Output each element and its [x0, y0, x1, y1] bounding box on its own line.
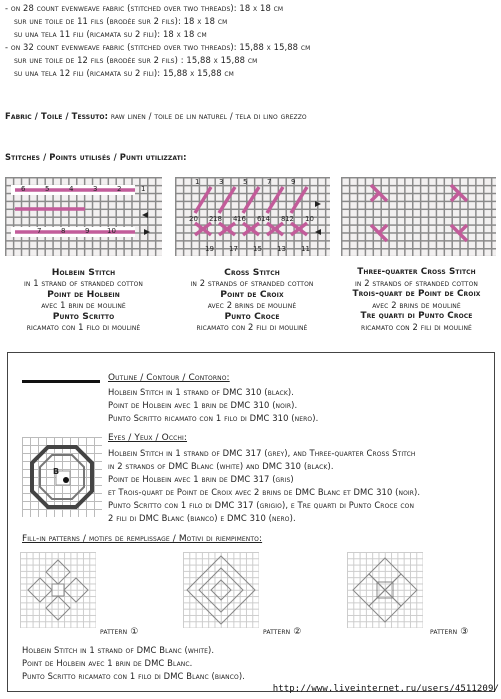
cross-title: Cross Stitch	[224, 267, 280, 278]
threequarter-caption	[334, 267, 499, 333]
holbein-number: 4	[69, 185, 74, 193]
fabric-line	[5, 111, 307, 121]
holbein-title: Holbein Stitch	[51, 267, 116, 278]
holbein-strands: in 1 strand of stranded cotton	[23, 278, 144, 288]
threequarter-title-it: Tre quarti di Punto Croce	[360, 311, 473, 321]
holbein-number: 2	[117, 185, 122, 193]
fill-pattern-3	[347, 552, 423, 628]
holbein-number: 1	[141, 185, 146, 193]
holbein-number: 10	[107, 227, 117, 235]
cross-number: 19	[205, 245, 215, 253]
cross-number: 17	[229, 245, 239, 253]
cross-number: 8	[281, 215, 286, 223]
fill-line: Punto Scritto ricamato con 1 filo di DMC Blanc (bianco).	[22, 671, 246, 681]
cross-title-fr: Point de Croix	[220, 289, 284, 300]
fabric-count-line-3: su una tela 11 fili (ricamata su 2 fili): 18 x 18 cm	[14, 29, 207, 39]
holbein-title-it: Punto Scritto	[52, 311, 115, 322]
eyes-line: in 2 strands of DMC Blanc (white) and DMC 310 (black).	[108, 461, 334, 471]
cross-number: 12	[285, 215, 295, 223]
outline-line: Point de Holbein avec 1 brin de DMC 310 (noir).	[108, 400, 298, 410]
fabric-count-line-5: sur une toile de 12 fils (brodée sur 2 fils) : 15,88 x 15,88 cm	[14, 55, 258, 65]
cross-number: 4	[233, 215, 238, 223]
cross-number: 1	[195, 178, 200, 186]
fill-line: Point de Holbein avec 1 brin de DMC Blanc.	[22, 658, 193, 668]
pattern-label-3: pattern ③	[430, 627, 469, 637]
stitches-heading: Stitches / Points utilisés / Punti utilizzati:	[5, 152, 187, 162]
fill-pattern-1-svg	[20, 552, 96, 628]
eyes-line: Punto Scritto con 1 filo di DMC 317 (grigio), e Tre quarti di Punto Croce con	[108, 500, 415, 510]
holbein-title-fr: Point de Holbein	[47, 289, 120, 300]
fabric-count-line-6: su una tela 12 fili (ricamata su 2 fili): 15,88 x 15,88 cm	[14, 68, 234, 78]
eyes-line: Point de Holbein avec 1 brin de DMC 317 (gris)	[108, 474, 294, 484]
threequarter-title-fr: Trois-quart de Point de Croix	[352, 289, 481, 299]
fabric-label: Fabric / Toile / Tessuto:	[5, 111, 109, 121]
cross-number: 11	[301, 245, 311, 253]
threequarter-title: Three-quarter Cross Stitch	[357, 267, 476, 277]
outline-line: Holbein Stitch in 1 strand of DMC 310 (black).	[108, 387, 294, 397]
holbein-strands-it: ricamato con 1 filo di mouliné	[26, 322, 141, 332]
holbein-number: 3	[93, 185, 98, 193]
eyes-line: 2 fili di DMC Blanc (bianco) e DMC 310 (nero).	[108, 513, 296, 523]
holbein-stitch-diagram	[5, 177, 162, 256]
cross-number: 20	[189, 215, 199, 223]
cross-strands-it: ricamato con 2 fili di mouliné	[196, 322, 308, 332]
cross-strands: in 2 strands of stranded cotton	[190, 278, 314, 288]
eyes-octagon-svg	[22, 437, 102, 517]
cross-number: 5	[243, 178, 248, 186]
holbein-number: 5	[45, 185, 50, 193]
outline-line-symbol	[22, 380, 100, 383]
pattern-label-2: pattern ②	[263, 627, 302, 637]
threequarter-strands-fr: avec 2 brins de mouliné	[372, 300, 461, 310]
holbein-number: 8	[61, 227, 66, 235]
fabric-count-line-1: - on 28 count evenweave fabric (stitched over two threads): 18 x 18 cm	[5, 3, 284, 13]
holbein-number: 7	[37, 227, 42, 235]
fabric-count-line-2: sur une toile de 11 fils (brodée sur 2 fils): 18 x 18 cm	[14, 16, 228, 26]
fabric-count-line-4: - on 32 count evenweave fabric (stitched over two threads): 15,88 x 15,88 cm	[5, 42, 311, 52]
cross-strands-fr: avec 2 brins de mouliné	[207, 300, 297, 310]
watermark-url: http://www.liveinternet.ru/users/4511209/	[272, 684, 499, 694]
fill-pattern-2-svg	[183, 552, 259, 628]
threequarter-stitch-diagram	[341, 177, 496, 256]
cross-number: 9	[291, 178, 296, 186]
eyes-heading: Eyes / Yeux / Occhi:	[108, 433, 188, 443]
fill-pattern-1	[20, 552, 96, 628]
holbein-strands-fr: avec 1 brin de mouliné	[41, 300, 126, 310]
eyes-line: Holbein Stitch in 1 strand of DMC 317 (grey), and Three-quarter Cross Stitch	[108, 448, 416, 458]
fill-pattern-3-svg	[347, 552, 423, 628]
cross-caption	[173, 267, 331, 333]
pattern-label-1: pattern ①	[100, 627, 139, 637]
cross-title-it: Punto Croce	[224, 311, 280, 322]
holbein-thread-svg	[5, 177, 162, 256]
cross-number: 14	[261, 215, 271, 223]
holbein-caption	[5, 267, 162, 333]
cross-number: 2	[209, 215, 214, 223]
fill-heading: Fill-in patterns / motifs de remplissage / Motivi di riempimento:	[22, 534, 263, 544]
eyes-line: et Trois-quart de Point de Croix avec 2 brins de DMC Blanc et DMC 310 (noir).	[108, 487, 421, 497]
cross-stitch-diagram	[175, 177, 330, 256]
outline-heading: Outline / Contour / Contorno:	[108, 373, 230, 383]
eyes-symbol-label: B	[53, 467, 60, 476]
cross-number: 15	[253, 245, 263, 253]
cross-number: 6	[257, 215, 262, 223]
fill-pattern-2	[183, 552, 259, 628]
threequarter-strands-it: ricamato con 2 fili di mouliné	[361, 322, 472, 332]
threequarter-strands: in 2 strands of stranded cotton	[355, 278, 478, 288]
cross-number: 10	[305, 215, 315, 223]
cross-number: 18	[213, 215, 223, 223]
holbein-number: 9	[85, 227, 90, 235]
fill-line: Holbein Stitch in 1 strand of DMC Blanc (white).	[22, 645, 215, 655]
eyes-symbol-grid	[22, 437, 102, 517]
cross-number: 7	[267, 178, 272, 186]
cross-number: 3	[219, 178, 224, 186]
holbein-number: 6	[21, 185, 26, 193]
cross-number: 13	[277, 245, 287, 253]
outline-line: Punto Scritto ricamato con 1 filo di DMC 310 (nero).	[108, 413, 319, 423]
fabric-value: raw linen / toile de lin naturel / tela di lino grezzo	[110, 111, 307, 121]
threequarter-thread-svg	[341, 177, 496, 256]
cross-number: 16	[237, 215, 247, 223]
